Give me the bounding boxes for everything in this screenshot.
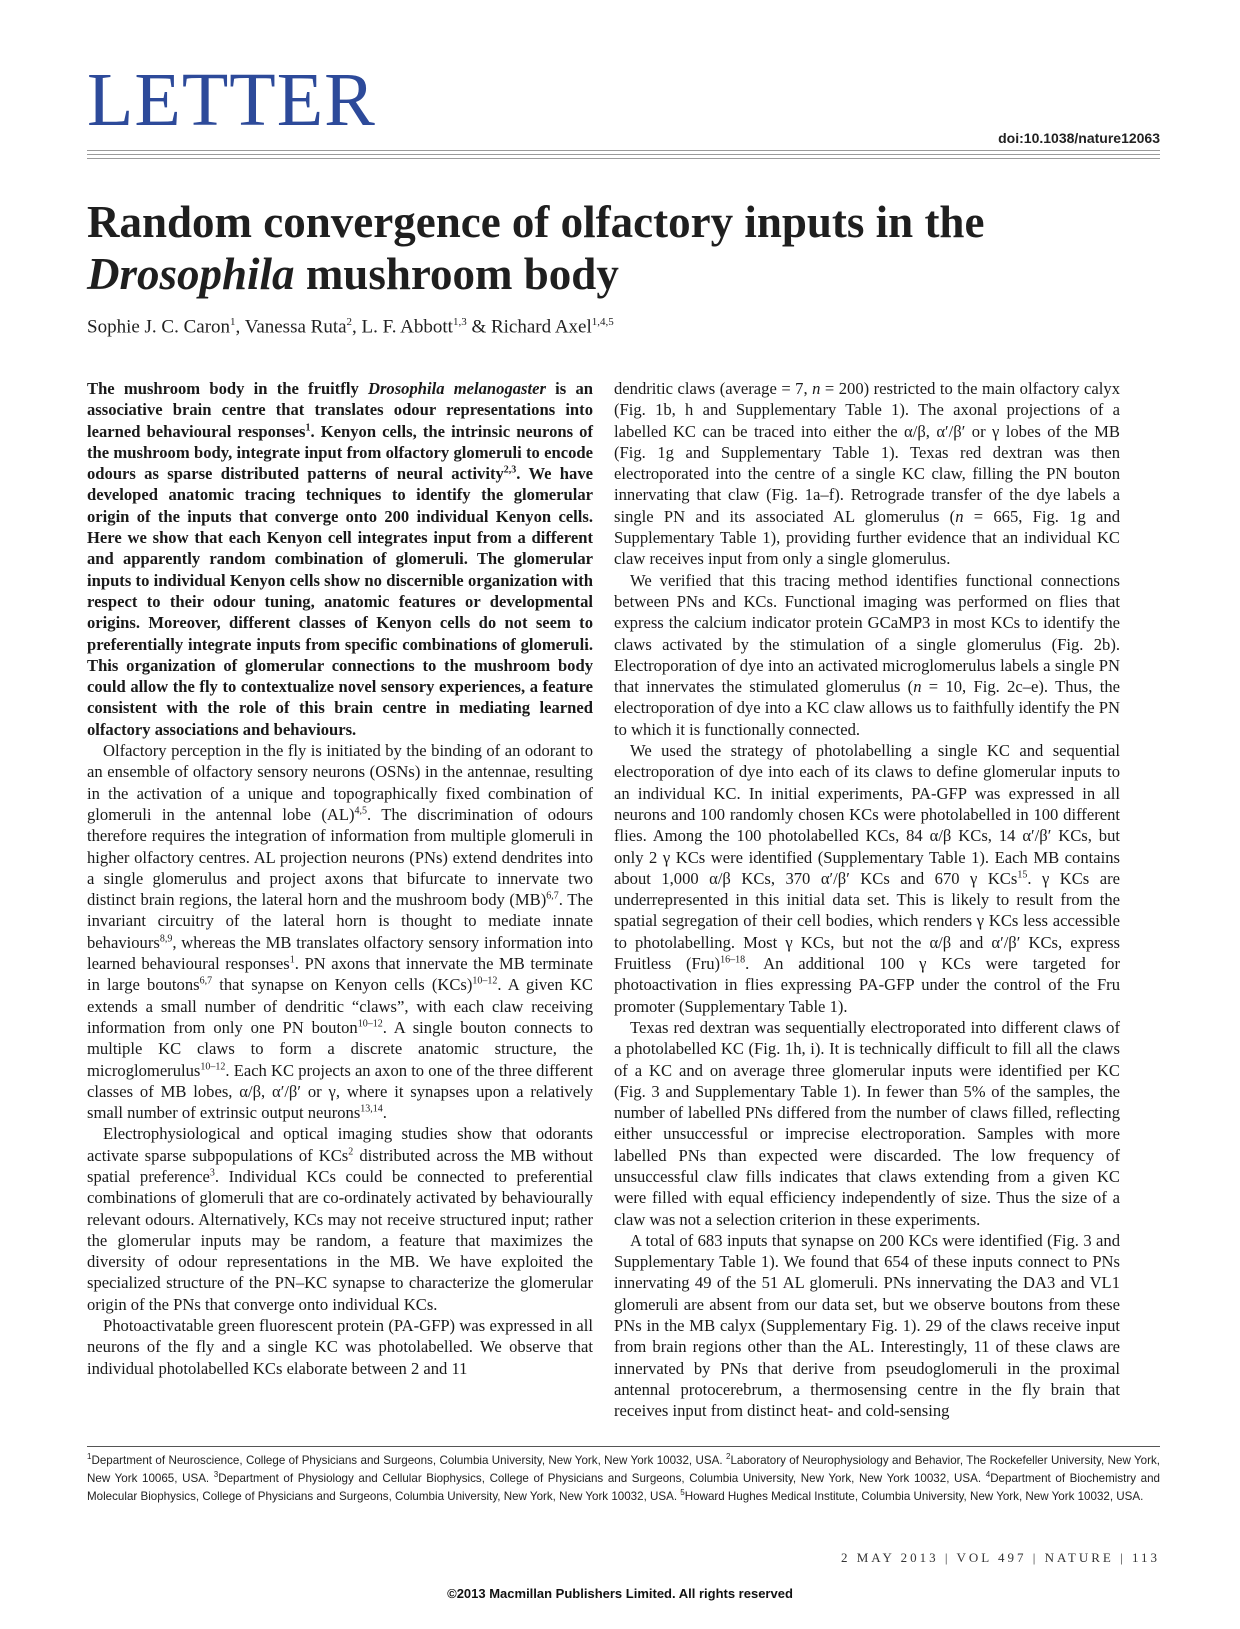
- title-italic-genus: Drosophila: [87, 249, 295, 299]
- author-affiliation-marker: 1: [230, 316, 236, 328]
- left-body-text: [87, 740, 593, 1379]
- section-label: LETTER: [87, 58, 376, 142]
- abstract: The mushroom body in the fruitfly Drosophila melanogaster is an associative brain centre that translates odour representations into learned behavioural responses$^1$. Kenyon cells, the intrinsic neurons of the mushroom body, integrate input from olfactory glomeruli to encode odours as sparse distributed patterns of neural activity$^{2,3}$. We have developed anatomic tracing techniques to identify the glomerular origin of the inputs that converge onto 200 individual Kenyon cells. Here we show that each Kenyon cell integrates input from a different and apparently random combination of glomeruli. The glomerular inputs to individual Kenyon cells show no discernible organization with respect to their odour tuning, anatomic features or developmental origins. Moreover, different classes of Kenyon cells do not seem to preferentially integrate inputs from specific combinations of glomeruli. This organization of glomerular connections to the mushroom body could allow the fly to contextualize novel sensory experiences, a feature consistent with the role of this brain centre in mediating learned olfactory associations and behaviours.: [87, 379, 594, 739]
- author-list: Sophie J. C. Caron$^1$, Vanessa Ruta$^2$, L. F. Abbott$^{1,3}$ & Richard Axel$^{1,4,5}$: [87, 316, 614, 338]
- copyright-notice: ©2013 Macmillan Publishers Limited. All rights reserved: [447, 1586, 793, 1601]
- author-affiliation-marker: 1,3: [452, 316, 467, 328]
- body-paragraph: Olfactory perception in the fly is initiated by the binding of an odorant to an ensemble of olfactory sensory neurons (OSNs) in the antennae, resulting in the activation of a unique and topographically fixed combination of glomeruli in the antennal lobe (AL)$^{4,5}$. The discrimination of odours therefore requires the integration of information from multiple glomeruli in higher olfactory centres. AL projection neurons (PNs) extend dendrites into a single glomerulus and project axons that bifurcate to innervate two distinct brain regions, the lateral horn and the mushroom body (MB)$^{6,7}$. The invariant circuitry of the lateral horn is thought to mediate innate behaviours$^{8,9}$, whereas the MB translates olfactory sensory information into learned behavioural responses$^1$. PN axons that innervate the MB terminate in large boutons$^{6,7}$ that synapse on Kenyon cells (KCs)$^{10-12}$. A given KC extends a small number of dendritic “claws”, with each claw receiving information from only one PN bouton$^{10-12}$. A single bouton connects to multiple KC claws to form a discrete anatomic structure, the microglomerulus$^{10-12}$. Each KC projects an axon to one of the three different classes of MB lobes, α/β, α′/β′ or γ, where it synapses upon a relatively small number of extrinsic output neurons$^{13,14}$.: [87, 741, 594, 1123]
- author-name: Sophie J. C. Caron: [87, 316, 231, 338]
- header-rule: [87, 150, 1160, 151]
- body-paragraph: A total of 683 inputs that synapse on 200 KCs were identified (Fig. 3 and Supplementary Table 1). We found that 654 of these inputs connect to PNs innervating 49 of the 51 AL glomeruli. PNs innervating the DA3 and VL1 glomeruli are absent from our data set, but we observe boutons from these PNs in the MB calyx (Supplementary Fig. 1). 29 of the claws receive input from brain regions other than the AL. Interestingly, 11 of these claws are innervated by PNs that derive from pseudoglomeruli in the proximal antennal protocerebrum, a thermosensing centre in the fly brain that receives input from distinct heat- and cold-sensing: [614, 1230, 1120, 1421]
- right-column: [614, 378, 1120, 1422]
- right-body-text: [614, 378, 1120, 1422]
- body-paragraph: Electrophysiological and optical imaging studies show that odorants activate sparse subpopulations of KCs$^2$ distributed across the MB without spatial preference$^3$. Individual KCs could be connected to preferential combinations of glomeruli that are co-ordinately activated by behaviourally relevant odours. Alternatively, KCs may not receive structured input; rather the glomerular inputs may be random, a feature that maximizes the diversity of odour representations in the MB. We have exploited the specialized structure of the PN–KC synapse to characterize the glomerular origin of the PNs that converge onto individual KCs.: [87, 1124, 593, 1314]
- header-rule: [87, 154, 1160, 155]
- title-line1: Random convergence of olfactory inputs in the: [87, 197, 985, 247]
- affiliations-footnote: $^1$Department of Neuroscience, College of Physicians and Surgeons, Columbia University, New York, New York 10032, USA. $^2$Laboratory of Neurophysiology and Behavior, The Rockefeller University, New York, New York 10065, USA. $^3$Department of Physiology and Cellular Biophysics, College of Physicians and Surgeons, Columbia University, New York, New York 10032, USA. $^4$Department of Biochemistry and Molecular Biophysics, College of Physicians and Surgeons, Columbia University, New York, New York 10032, USA. $^5$Howard Hughes Medical Institute, Columbia University, New York, New York 10032, USA.: [87, 1452, 1160, 1503]
- footnote-rule: [87, 1446, 1160, 1447]
- doi-link[interactable]: doi:10.1038/nature12063: [998, 130, 1160, 146]
- title-line2: mushroom body: [294, 249, 619, 299]
- author-name: L. F. Abbott: [361, 316, 453, 338]
- body-paragraph: dendritic claws (average = 7, n = 200) restricted to the main olfactory calyx (Fig. 1b, h and Supplementary Table 1). The axonal projections of a labelled KC can be traced into either the α/β, α′/β′ or γ lobes of the MB (Fig. 1g and Supplementary Table 1). Texas red dextran was then electroporated into the centre of a single KC claw, filling the PN bouton innervating that claw (Fig. 1a–f). Retrograde transfer of the dye labels a single PN and its associated AL glomerulus (n = 665, Fig. 1g and Supplementary Table 1), providing further evidence that an individual KC claw receives input from only a single glomerulus.: [614, 379, 1120, 569]
- body-paragraph: Texas red dextran was sequentially electroporated into different claws of a photolabelled KC (Fig. 1h, i). It is technically difficult to fill all the claws of a KC and on average three glomerular inputs were identified per KC (Fig. 3 and Supplementary Table 1). In fewer than 5% of the samples, the number of labelled PNs differed from the number of claws filled, reflecting either unsuccessful or imprecise electroporation. Samples with more labelled PNs than expected were discarded. The low frequency of unsuccessful claw fills indicates that claws extending from a given KC were filled with equal efficiency independently of size. Thus the size of a claw was not a selection criterion in these experiments.: [614, 1017, 1120, 1229]
- author-affiliation-marker: 2: [346, 316, 353, 328]
- header-rule: [87, 158, 1160, 159]
- author-name: Vanessa Ruta: [244, 316, 347, 338]
- article-title: [87, 196, 1167, 300]
- body-paragraph: We used the strategy of photolabelling a single KC and sequential electroporation of dye into each of its claws to define glomerular inputs to an individual KC. In initial experiments, PA-GFP was expressed in all neurons and 100 randomly chosen KCs were photolabelled in 100 different flies. Among the 100 photolabelled KCs, 84 α/β KCs, 14 α′/β′ KCs, but only 2 γ KCs were identified (Supplementary Table 1). Each MB contains about 1,000 α/β KCs, 370 α′/β′ KCs and 670 γ KCs$^{15}$. γ KCs are underrepresented in this initial data set. This is likely to result from the spatial segregation of their cell bodies, which renders γ KCs less accessible to photolabelling. Most γ KCs, but not the α/β and α′/β′ KCs, express Fruitless (Fru)$^{16-18}$. An additional 100 γ KCs were targeted for photoactivation in flies expressing PA-GFP under the control of the Fru promoter (Supplementary Table 1).: [614, 741, 1120, 1016]
- body-paragraph: Photoactivatable green fluorescent protein (PA-GFP) was expressed in all neurons of the fly and a single KC was photolabelled. We observe that individual photolabelled KCs elaborate between 2 and 11: [87, 1316, 593, 1378]
- author-name: Richard Axel: [490, 316, 592, 338]
- left-column: [87, 378, 593, 1379]
- author-affiliation-marker: 1,4,5: [591, 316, 614, 328]
- page-folio: 2 MAY 2013 | VOL 497 | NATURE | 113: [840, 1550, 1160, 1565]
- body-paragraph: We verified that this tracing method identifies functional connections between PNs and KCs. Functional imaging was performed on flies that express the calcium indicator protein GCaMP3 in most KCs to identify the claws activated by the stimulation of a single glomerulus (Fig. 2b). Electroporation of dye into an activated microglomerulus labels a single PN that innervates the stimulated glomerulus (n = 10, Fig. 2c–e). Thus, the electroporation of dye into a KC claw allows us to faithfully identify the PN to which it is functionally connected.: [614, 570, 1120, 739]
